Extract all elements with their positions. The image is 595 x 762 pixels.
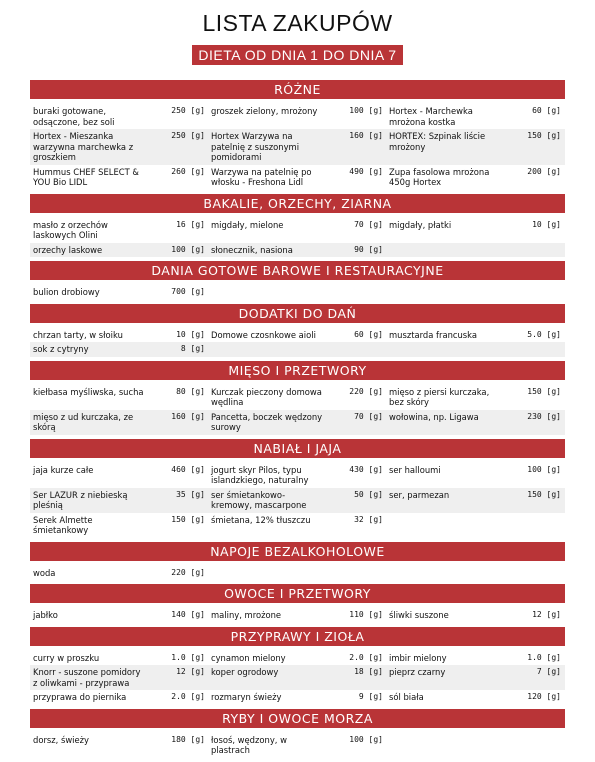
item-quantity: 70 [g]: [354, 219, 383, 229]
item-name: cynamon mielony: [211, 652, 286, 663]
item-name: łosoś, wędzony, w plastrach: [211, 734, 287, 755]
section-header: BAKALIE, ORZECHY, ZIARNA: [30, 194, 565, 213]
list-row: [30, 733, 565, 758]
list-item: [30, 488, 208, 513]
item-name: pieprz czarny: [389, 667, 446, 677]
item-quantity: 16 [g]: [176, 219, 205, 229]
list-item: [30, 129, 208, 165]
item-quantity: 220 [g]: [171, 567, 205, 577]
list-item: [386, 651, 564, 666]
item-quantity: 90 [g]: [354, 244, 383, 254]
list-item: [208, 733, 386, 758]
section-header: MIĘSO I PRZETWORY: [30, 361, 565, 380]
item-quantity: 250 [g]: [171, 131, 205, 140]
item-name: sól biała: [389, 692, 424, 702]
item-quantity: [505, 344, 561, 355]
section: [30, 361, 565, 439]
item-name: Hortex Warzywa na patelnię z suszonymi pomidorami: [211, 131, 300, 162]
item-name: Hortex - Marchewka mrożona kostka: [389, 106, 473, 127]
list-item: [30, 218, 208, 243]
list-item: [208, 513, 386, 538]
item-name: Knorr - suszone pomidory z oliwkami - przyprawa: [33, 667, 141, 688]
list-item: [386, 608, 564, 623]
item-name: woda: [33, 567, 56, 578]
item-name: ser halloumi: [389, 464, 441, 475]
list-item: [208, 285, 386, 300]
item-name: jabłko: [33, 610, 58, 620]
item-name: słonecznik, nasiona: [211, 244, 293, 255]
item-quantity: 150 [g]: [171, 514, 205, 524]
diet-period-banner: DIETA OD DNIA 1 DO DNIA 7: [192, 45, 402, 65]
item-quantity: 430 [g]: [349, 464, 383, 474]
item-name: [389, 344, 505, 355]
item-name: jaja kurze całe: [33, 464, 94, 475]
list-item: [386, 733, 564, 758]
section: [30, 304, 565, 361]
item-quantity: 100 [g]: [171, 244, 205, 254]
list-row: [30, 651, 565, 666]
item-name: [211, 287, 327, 298]
item-quantity: 160 [g]: [349, 131, 383, 140]
item-quantity: 50 [g]: [354, 489, 383, 499]
section-header: RYBY I OWOCE MORZA: [30, 709, 565, 728]
item-quantity: 100 [g]: [349, 734, 383, 744]
item-quantity: 80 [g]: [176, 386, 205, 396]
item-name: chrzan tarty, w słoiku: [33, 329, 123, 340]
section-header: PRZYPRAWY I ZIOŁA: [30, 627, 565, 646]
list-item: [208, 690, 386, 705]
item-name: mięso z piersi kurczaka, bez skóry: [389, 386, 490, 407]
item-name: groszek zielony, mrożony: [211, 106, 318, 116]
item-name: [389, 287, 505, 298]
item-quantity: [505, 245, 561, 256]
item-name: orzechy laskowe: [33, 244, 103, 255]
item-quantity: 460 [g]: [171, 464, 205, 474]
item-quantity: 260 [g]: [171, 166, 205, 176]
item-quantity: 1.0 [g]: [171, 652, 205, 662]
list-item: [386, 243, 564, 258]
section: [30, 627, 565, 709]
section-header: DANIA GOTOWE BAROWE I RESTAURACYJNE: [30, 261, 565, 280]
item-name: mięso z ud kurczaka, ze skórą: [33, 411, 134, 432]
list-item: [30, 165, 208, 190]
item-quantity: [505, 287, 561, 298]
item-name: Kurczak pieczony domowa wędlina: [211, 386, 322, 407]
list-item: [386, 513, 564, 538]
list-item: [30, 342, 208, 357]
list-item: [208, 410, 386, 435]
item-quantity: 100 [g]: [349, 106, 383, 115]
section: [30, 194, 565, 262]
list-item: [386, 328, 564, 343]
section: [30, 542, 565, 585]
list-item: [30, 608, 208, 623]
item-quantity: 490 [g]: [349, 166, 383, 176]
item-name: Warzywa na patelnię po włosku - Freshona Lidl: [211, 166, 312, 187]
list-item: [386, 129, 564, 165]
list-item: [30, 463, 208, 488]
item-quantity: 230 [g]: [527, 411, 561, 421]
list-row: [30, 243, 565, 258]
item-quantity: 9 [g]: [358, 692, 383, 701]
item-quantity: [505, 735, 561, 756]
item-quantity: 250 [g]: [171, 106, 205, 115]
list-item: [208, 665, 386, 690]
item-quantity: 220 [g]: [349, 386, 383, 396]
item-name: śmietana, 12% tłuszczu: [211, 514, 311, 525]
list-item: [386, 165, 564, 190]
item-quantity: 12 [g]: [176, 667, 205, 676]
list-item: [386, 690, 564, 705]
list-row: [30, 608, 565, 623]
item-name: jogurt skyr Pilos, typu islandzkiego, naturalny: [211, 464, 309, 485]
item-name: Pancetta, boczek wędzony surowy: [211, 411, 323, 432]
list-row: [30, 410, 565, 435]
list-item: [208, 218, 386, 243]
list-row: [30, 385, 565, 410]
item-name: koper ogrodowy: [211, 667, 279, 677]
list-item: [208, 328, 386, 343]
item-quantity: 5.0 [g]: [527, 329, 561, 339]
list-item: [208, 342, 386, 357]
section: [30, 439, 565, 542]
item-quantity: 100 [g]: [527, 464, 561, 474]
list-row: [30, 513, 565, 538]
item-quantity: [327, 287, 383, 298]
item-quantity: 180 [g]: [171, 734, 205, 744]
item-quantity: 10 [g]: [176, 329, 205, 339]
item-name: śliwki suszone: [389, 610, 449, 620]
item-quantity: 10 [g]: [532, 219, 561, 229]
item-name: migdały, płatki: [389, 219, 452, 230]
item-name: [211, 344, 327, 355]
item-name: imbir mielony: [389, 652, 447, 663]
item-name: rozmaryn świeży: [211, 692, 282, 702]
item-name: [211, 568, 327, 579]
page-title: LISTA ZAKUPÓW: [202, 10, 393, 36]
item-quantity: 7 [g]: [536, 667, 561, 676]
list-item: [386, 285, 564, 300]
section: [30, 709, 565, 762]
list-item: [30, 513, 208, 538]
item-quantity: [327, 568, 383, 579]
item-name: [389, 568, 505, 579]
list-row: [30, 328, 565, 343]
list-row: [30, 218, 565, 243]
item-name: przyprawa do piernika: [33, 692, 127, 702]
list-item: [208, 566, 386, 581]
list-item: [30, 385, 208, 410]
item-name: sok z cytryny: [33, 344, 89, 354]
item-quantity: 120 [g]: [527, 692, 561, 701]
item-quantity: 60 [g]: [532, 106, 561, 115]
item-name: ser, parmezan: [389, 489, 450, 500]
item-quantity: 200 [g]: [527, 166, 561, 176]
item-name: musztarda francuska: [389, 329, 477, 340]
item-quantity: 60 [g]: [354, 329, 383, 339]
list-row: [30, 285, 565, 300]
item-quantity: 8 [g]: [180, 344, 205, 353]
sections-container: [30, 80, 565, 762]
list-item: [30, 690, 208, 705]
list-item: [30, 410, 208, 435]
list-row: [30, 129, 565, 165]
list-item: [386, 410, 564, 435]
list-item: [386, 218, 564, 243]
item-name: [389, 515, 505, 536]
item-quantity: 140 [g]: [171, 610, 205, 619]
item-quantity: 700 [g]: [171, 287, 205, 296]
list-item: [386, 463, 564, 488]
list-item: [386, 665, 564, 690]
list-item: [30, 243, 208, 258]
list-item: [30, 285, 208, 300]
section: [30, 80, 565, 194]
list-row: [30, 342, 565, 357]
section-header: NABIAŁ I JAJA: [30, 439, 565, 458]
item-name: dorsz, świeży: [33, 734, 90, 745]
list-row: [30, 690, 565, 705]
item-name: kiełbasa myśliwska, sucha: [33, 386, 144, 397]
list-item: [208, 651, 386, 666]
item-quantity: 110 [g]: [349, 610, 383, 619]
item-name: Ser LAZUR z niebieską pleśnią: [33, 489, 128, 510]
item-name: wołowina, np. Ligawa: [389, 411, 479, 422]
item-name: Hortex - Mieszanka warzywna marchewka z groszkiem: [33, 131, 134, 162]
item-quantity: 32 [g]: [354, 514, 383, 524]
list-item: [386, 342, 564, 357]
item-quantity: 18 [g]: [354, 667, 383, 676]
list-item: [208, 104, 386, 129]
item-quantity: 150 [g]: [527, 131, 561, 140]
section-header: OWOCE I PRZETWORY: [30, 584, 565, 603]
item-name: bulion drobiowy: [33, 287, 100, 297]
item-name: curry w proszku: [33, 652, 100, 663]
item-quantity: 2.0 [g]: [171, 692, 205, 701]
list-item: [30, 104, 208, 129]
section-header: DODATKI DO DAŃ: [30, 304, 565, 323]
item-name: Serek Almette śmietankowy: [33, 514, 93, 535]
list-row: [30, 566, 565, 581]
list-item: [30, 651, 208, 666]
section-header: RÓŻNE: [30, 80, 565, 99]
item-quantity: [505, 515, 561, 536]
list-item: [386, 104, 564, 129]
list-row: [30, 165, 565, 190]
item-name: masło z orzechów laskowych Olini: [33, 219, 108, 240]
item-quantity: 12 [g]: [532, 610, 561, 619]
item-name: buraki gotowane, odsączone, bez soli: [33, 106, 115, 127]
item-name: migdały, mielone: [211, 219, 284, 230]
item-quantity: 35 [g]: [176, 489, 205, 499]
section: [30, 584, 565, 627]
item-name: Hummus CHEF SELECT & YOU Bio LIDL: [33, 166, 139, 187]
item-quantity: 1.0 [g]: [527, 652, 561, 662]
section-header: NAPOJE BEZALKOHOLOWE: [30, 542, 565, 561]
item-name: [389, 245, 505, 256]
list-item: [208, 385, 386, 410]
list-item: [208, 165, 386, 190]
list-item: [208, 243, 386, 258]
list-item: [208, 463, 386, 488]
item-quantity: [327, 344, 383, 355]
list-item: [208, 608, 386, 623]
item-quantity: 160 [g]: [171, 411, 205, 421]
list-item: [208, 488, 386, 513]
item-name: Domowe czosnkowe aioli: [211, 329, 316, 340]
section: [30, 261, 565, 304]
list-row: [30, 665, 565, 690]
list-item: [30, 566, 208, 581]
item-quantity: 150 [g]: [527, 386, 561, 396]
item-name: HORTEX: Szpinak liście mrożony: [389, 131, 486, 152]
list-item: [386, 566, 564, 581]
item-quantity: 70 [g]: [354, 411, 383, 421]
item-name: Zupa fasolowa mrożona 450g Hortex: [389, 166, 490, 187]
list-item: [208, 129, 386, 165]
item-name: [389, 735, 505, 756]
list-item: [30, 733, 208, 758]
list-row: [30, 463, 565, 488]
item-name: maliny, mrożone: [211, 610, 282, 620]
list-item: [30, 665, 208, 690]
list-item: [386, 385, 564, 410]
list-row: [30, 104, 565, 129]
item-name: ser śmietankowo-kremowy, mascarpone: [211, 489, 307, 510]
item-quantity: [505, 568, 561, 579]
section-gap: [30, 758, 565, 762]
item-quantity: 2.0 [g]: [349, 652, 383, 662]
list-row: [30, 488, 565, 513]
list-item: [30, 328, 208, 343]
list-item: [386, 488, 564, 513]
subtitle-wrap: [0, 45, 595, 65]
item-quantity: 150 [g]: [527, 489, 561, 499]
